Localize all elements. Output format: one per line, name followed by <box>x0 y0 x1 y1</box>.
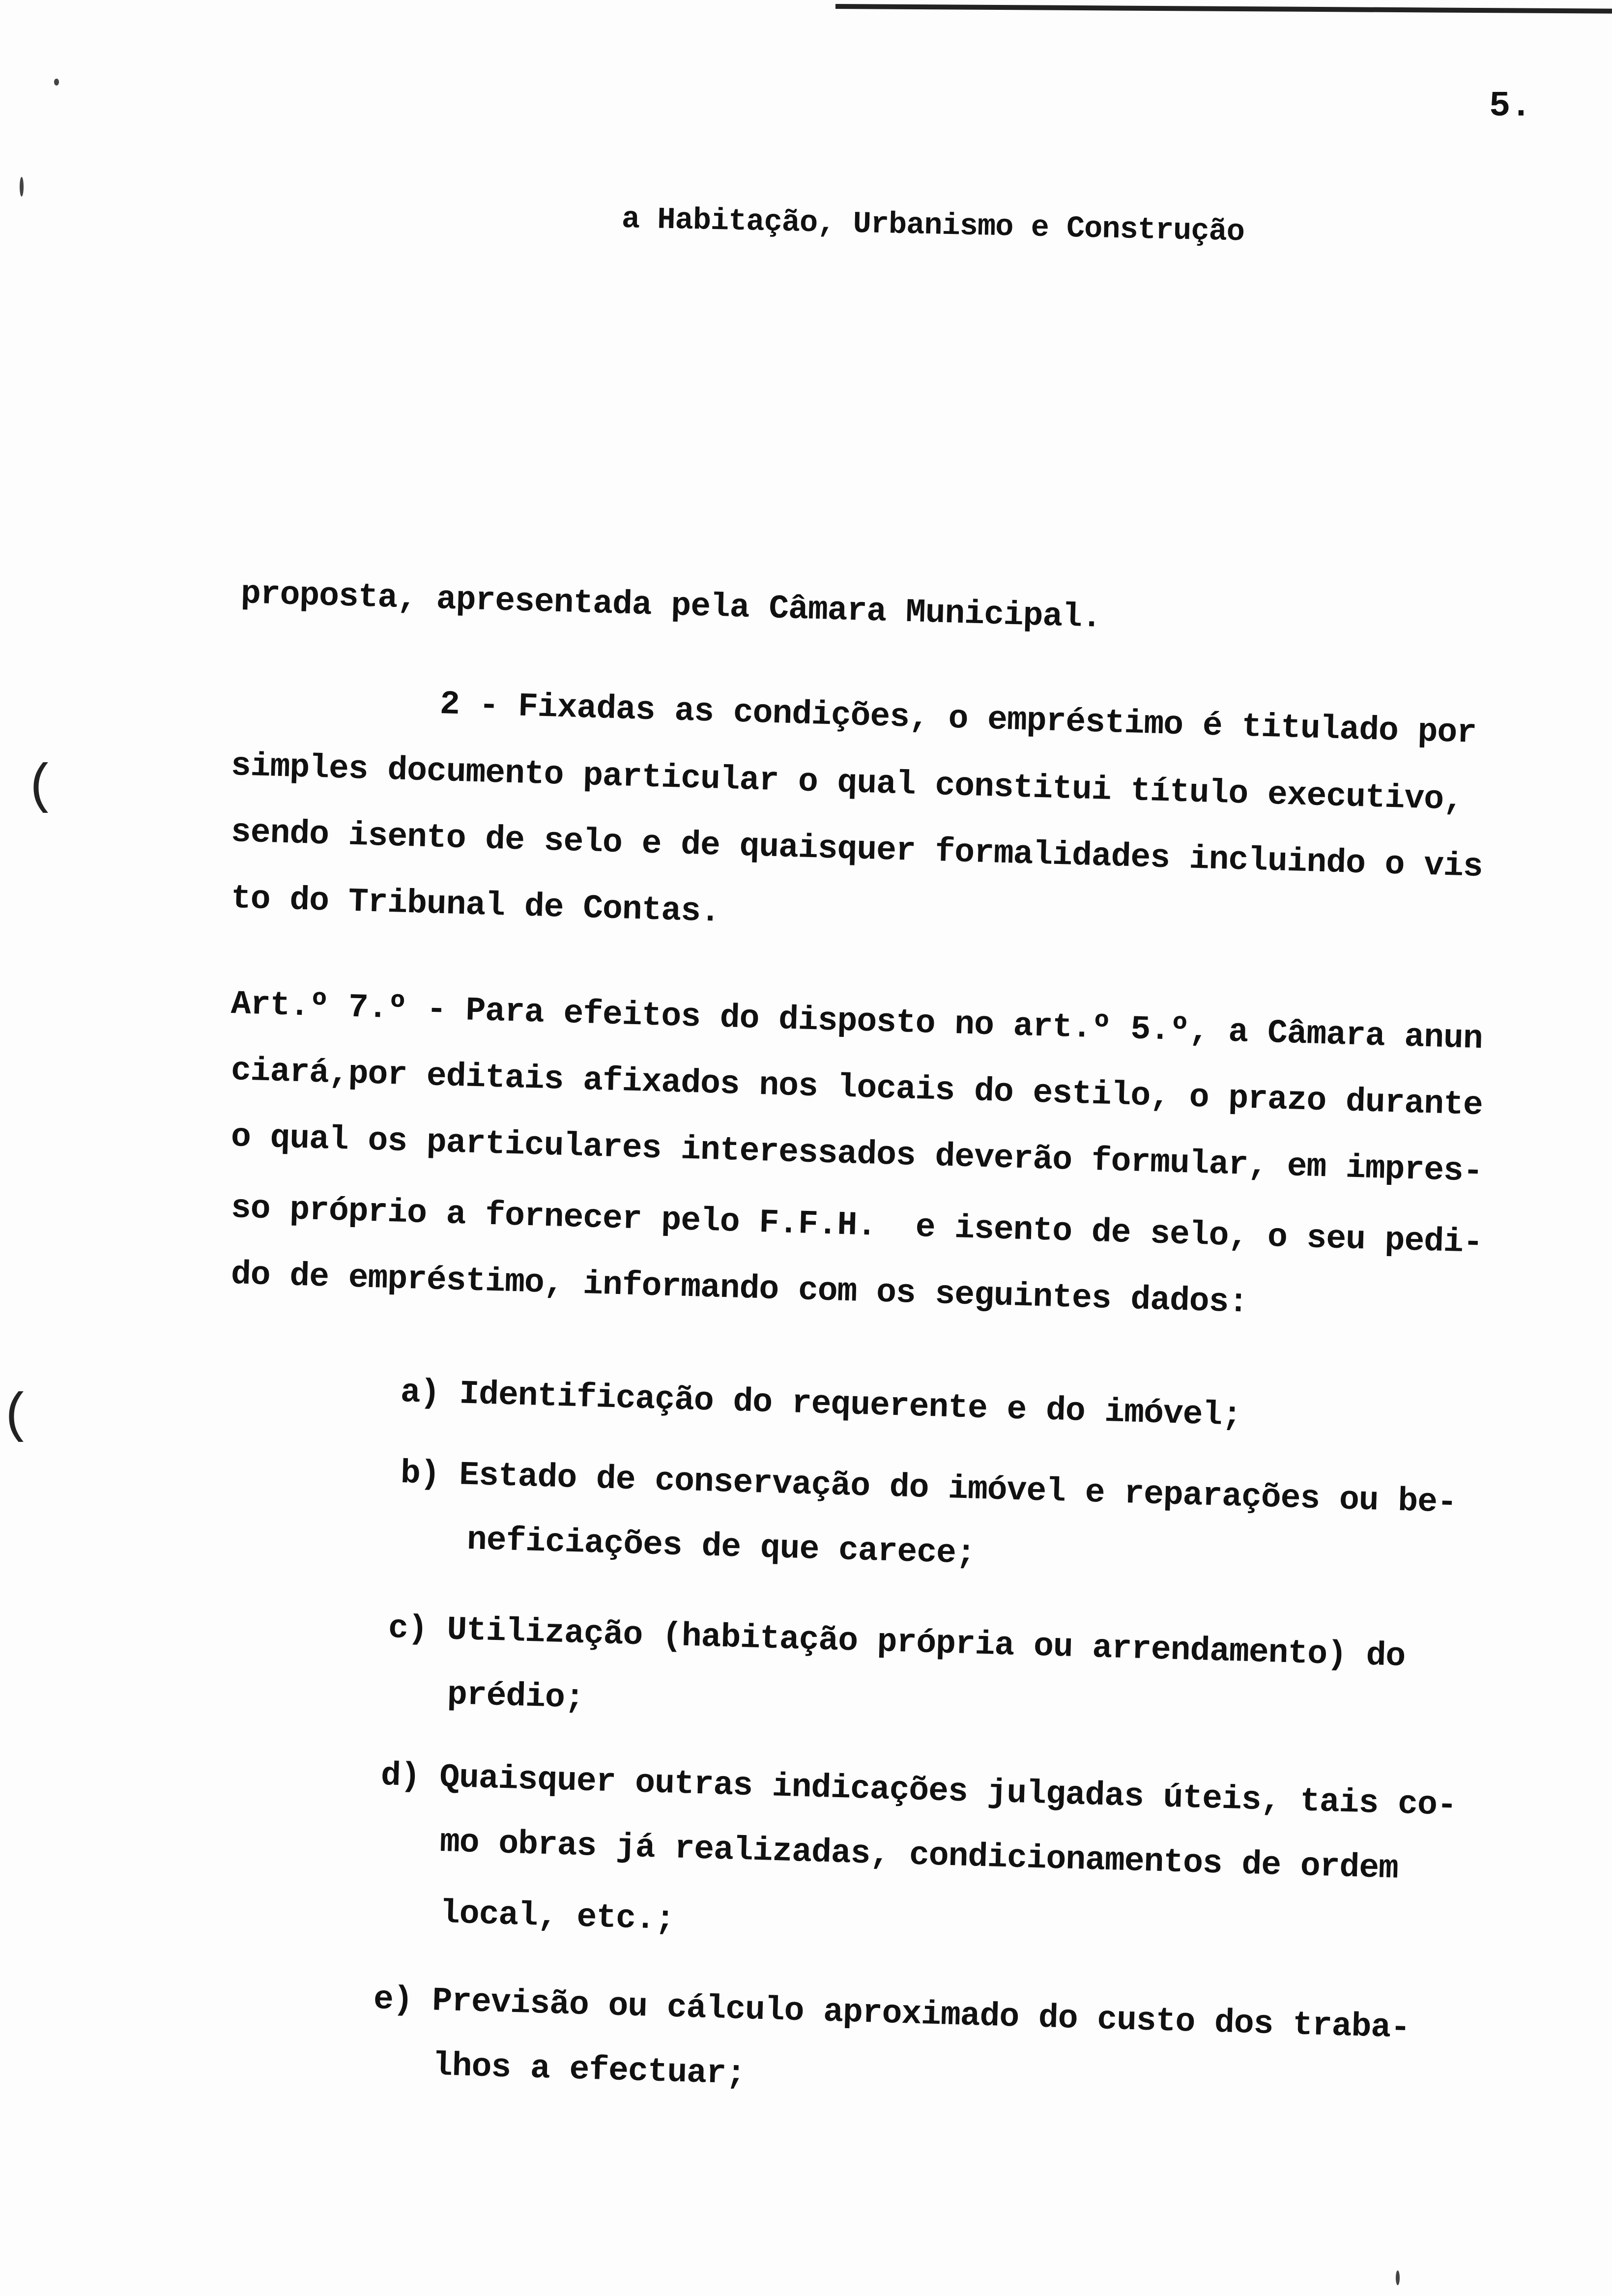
list-item-d: d) Quaisquer outras indicações julgadas úteis, tais co- <box>380 1757 1457 1825</box>
page-edge-shadow <box>835 4 1612 14</box>
text-line: proposta, apresentada pela Câmara Municipal. <box>240 575 1102 637</box>
punch-hole-mark: ( <box>0 1386 33 1447</box>
punch-hole-mark: ( <box>25 757 58 818</box>
text-line: so próprio a fornecer pelo F.F.H. e isento de selo, o seu pedi- <box>230 1189 1483 1263</box>
text-line: Art.º 7.º - Para efeitos do disposto no art.º 5.º, a Câmara anun <box>230 985 1483 1059</box>
header-title: a Habitação, Urbanismo e Construção <box>621 201 1245 250</box>
page-number: 5. <box>1489 86 1532 126</box>
list-item-d-cont: local, etc.; <box>439 1894 675 1939</box>
text-line: o qual os particulares interessados deverão formular, em impres- <box>230 1118 1483 1191</box>
scan-speck <box>1396 2270 1400 2285</box>
text-line: to do Tribunal de Contas. <box>230 880 720 931</box>
text-line: do de empréstimo, informando com os seguintes dados: <box>230 1256 1249 1322</box>
text-line: simples documento particular o qual constitui título executivo, <box>230 747 1464 820</box>
list-item-e: e) Previsão ou cálculo aproximado do custo dos traba- <box>373 1980 1411 2047</box>
list-item-a: a) Identificação do requerente e do imóvel; <box>400 1374 1242 1435</box>
scan-speck <box>20 177 24 197</box>
list-item-c: c) Utilização (habitação própria ou arrendamento) do <box>387 1609 1406 1676</box>
list-item-b-cont: neficiações de que carece; <box>466 1521 976 1573</box>
scan-speck <box>54 79 59 86</box>
list-item-c-cont: prédio; <box>446 1676 585 1718</box>
text-line: sendo isento de selo e de quaisquer formalidades incluindo o vis <box>230 813 1483 887</box>
text-line: 2 - Fixadas as condições, o empréstimo é titulado por <box>439 686 1477 752</box>
list-item-e-cont: lhos a efectuar; <box>432 2047 746 2094</box>
list-item-b: b) Estado de conservação do imóvel e reparações ou be- <box>400 1455 1457 1522</box>
list-item-d-cont: mo obras já realizadas, condicionamentos de ordem <box>439 1823 1399 1888</box>
text-line: ciará,por editais afixados nos locais do estilo, o prazo durante <box>230 1052 1483 1125</box>
